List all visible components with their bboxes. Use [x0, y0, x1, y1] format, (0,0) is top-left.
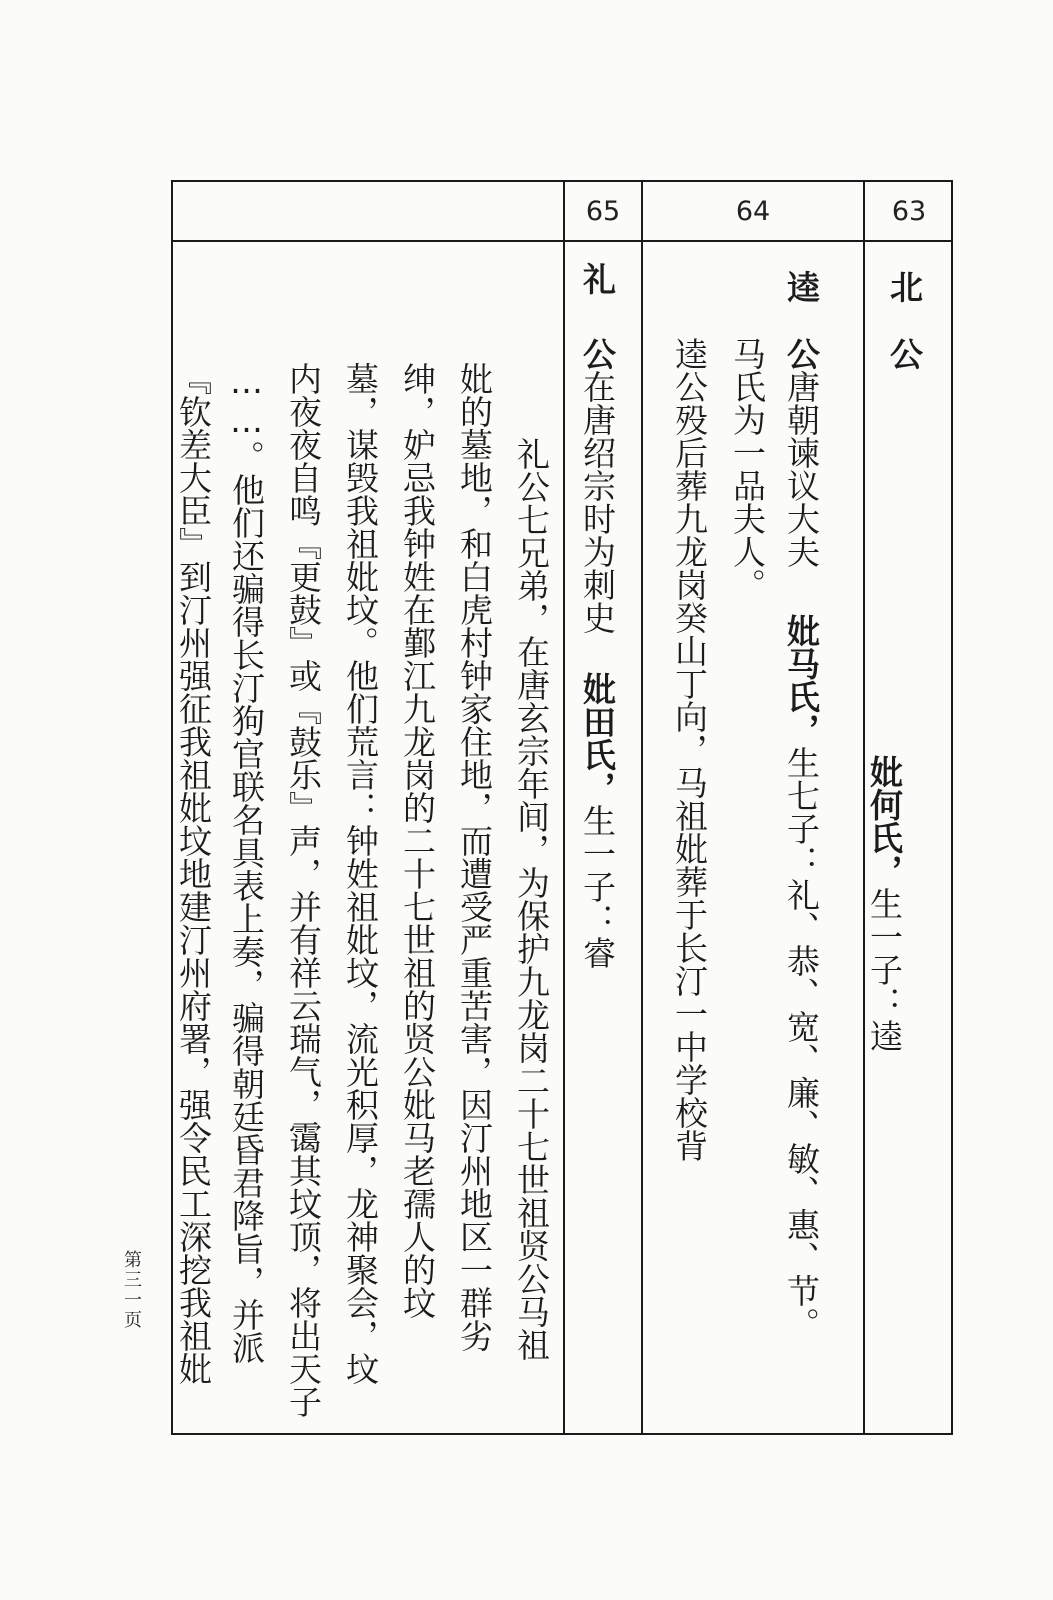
children-text: 生一子：睿 — [578, 804, 617, 969]
honor-line: 马氏为一品夫人。 — [728, 337, 767, 601]
gong-label: 公 — [885, 337, 924, 370]
spouse-name: 妣田氏， — [578, 672, 617, 804]
official-title: 唐朝谏议大夫 — [782, 370, 821, 568]
title-line — [782, 337, 821, 568]
official-title: 在唐绍宗时为刺史 — [578, 370, 617, 634]
ancestor-name: 礼 — [578, 262, 617, 295]
narrative-line: 墓，谋毁我祖妣坟。他们荒言：钟姓祖妣坟，流光积厚，龙神聚会，坟 — [341, 362, 380, 1385]
genealogy-table — [171, 180, 953, 1435]
children-text: 生一子：逵 — [865, 887, 904, 1052]
narrative-line: 『钦差大臣』到汀州强征我祖妣坟地建汀州府署，强令民工深挖我祖妣 — [174, 362, 213, 1385]
narrative-line: 内夜夜自鸣『更鼓』或『鼓乐』声，并有祥云瑞气，霭其坟顶，将出天子 — [284, 362, 323, 1418]
gong-label: 公 — [782, 337, 821, 370]
title-line — [578, 337, 617, 634]
generation-number-65: 65 — [585, 196, 621, 227]
narrative-line: 绅，妒忌我钟姓在鄞江九龙岗的二十七世祖的贤公妣马老孺人的坟 — [398, 362, 437, 1319]
column-divider — [563, 182, 565, 1433]
children-text: 生七子：礼、恭、宽、廉、敏、惠、节。 — [782, 746, 821, 1340]
spouse-name: 妣马氏， — [782, 614, 821, 746]
narrative-line: 妣的墓地，和白虎村钟家住地，而遭受严重苦害，因汀州地区一群劣 — [455, 362, 494, 1352]
header-divider — [173, 240, 951, 242]
gong-label: 公 — [578, 337, 617, 370]
spouse-name: 妣何氏， — [865, 755, 904, 887]
burial-line: 逵公殁后葬九龙岗癸山丁向，马祖妣葬于长汀一中学校背 — [670, 337, 709, 1162]
narrative-line: 礼公七兄弟，在唐玄宗年间，为保护九龙岗二十七世祖贤公马祖 — [512, 437, 551, 1361]
ancestor-name: 逵 — [782, 270, 821, 303]
column-divider — [641, 182, 643, 1433]
spouse-line — [782, 614, 821, 1340]
narrative-line: ……。他们还骗得长汀狗官联名具表上奏，骗得朝廷昏君降旨，并派 — [227, 362, 266, 1364]
page-number: 第三一页 — [121, 1250, 142, 1330]
ancestor-name: 北 — [885, 270, 924, 303]
generation-number-63: 63 — [891, 196, 927, 227]
spouse-line — [865, 755, 904, 1052]
spouse-line — [578, 672, 617, 969]
generation-number-64: 64 — [735, 196, 771, 227]
